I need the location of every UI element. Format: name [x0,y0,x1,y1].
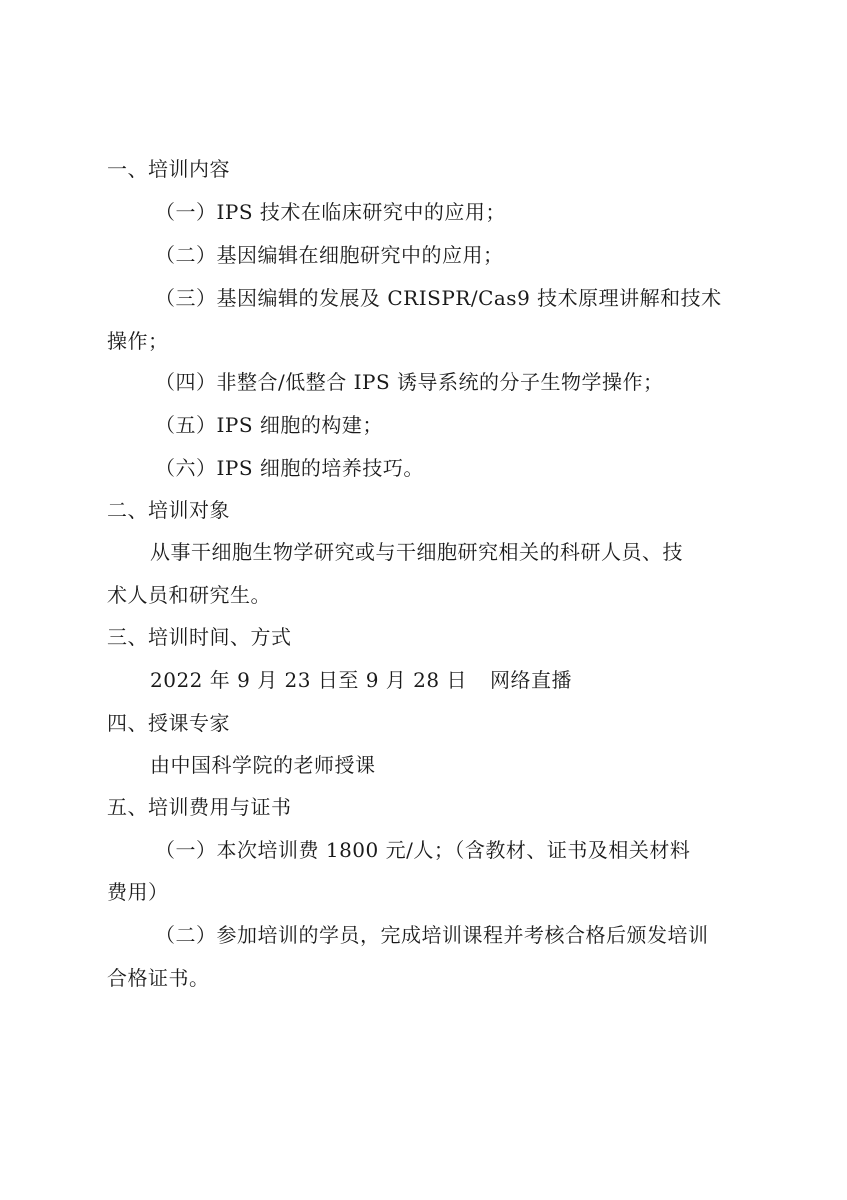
content-item-6: （六）IPS 细胞的培养技巧。 [155,456,424,480]
content-item-2: （二）基因编辑在细胞研究中的应用； [155,243,504,267]
section-heading-training-target: 二、培训对象 [107,498,230,522]
training-dates: 2022 年 9 月 23 日至 9 月 28 日 [150,668,467,692]
section-heading-training-content: 一、培训内容 [107,157,230,181]
training-method: 网络直播 [490,668,572,692]
certificate-item-2: （二）参加培训的学员，完成培训课程并考核合格后颁发培训 [155,923,709,947]
content-item-4: （四）非整合/低整合 IPS 诱导系统的分子生物学操作； [155,370,664,394]
fee-item-1: （一）本次培训费 1800 元/人；（含教材、证书及相关材料 [155,838,691,862]
target-audience-text: 从事干细胞生物学研究或与干细胞研究相关的科研人员、技 [150,540,683,564]
target-audience-text-continued: 术人员和研究生。 [107,583,271,607]
content-item-3-continued: 操作； [107,329,169,353]
content-item-1: （一）IPS 技术在临床研究中的应用； [155,200,506,224]
instructors-text: 由中国科学院的老师授课 [150,753,376,777]
content-item-3: （三）基因编辑的发展及 CRISPR/Cas9 技术原理讲解和技术 [155,286,722,310]
certificate-item-2-continued: 合格证书。 [107,966,210,990]
section-heading-fees-certificate: 五、培训费用与证书 [107,795,292,819]
fee-item-1-continued: 费用） [107,880,169,904]
content-item-5: （五）IPS 细胞的构建； [155,413,383,437]
section-heading-instructors: 四、授课专家 [107,711,230,735]
section-heading-time-method: 三、培训时间、方式 [107,625,292,649]
